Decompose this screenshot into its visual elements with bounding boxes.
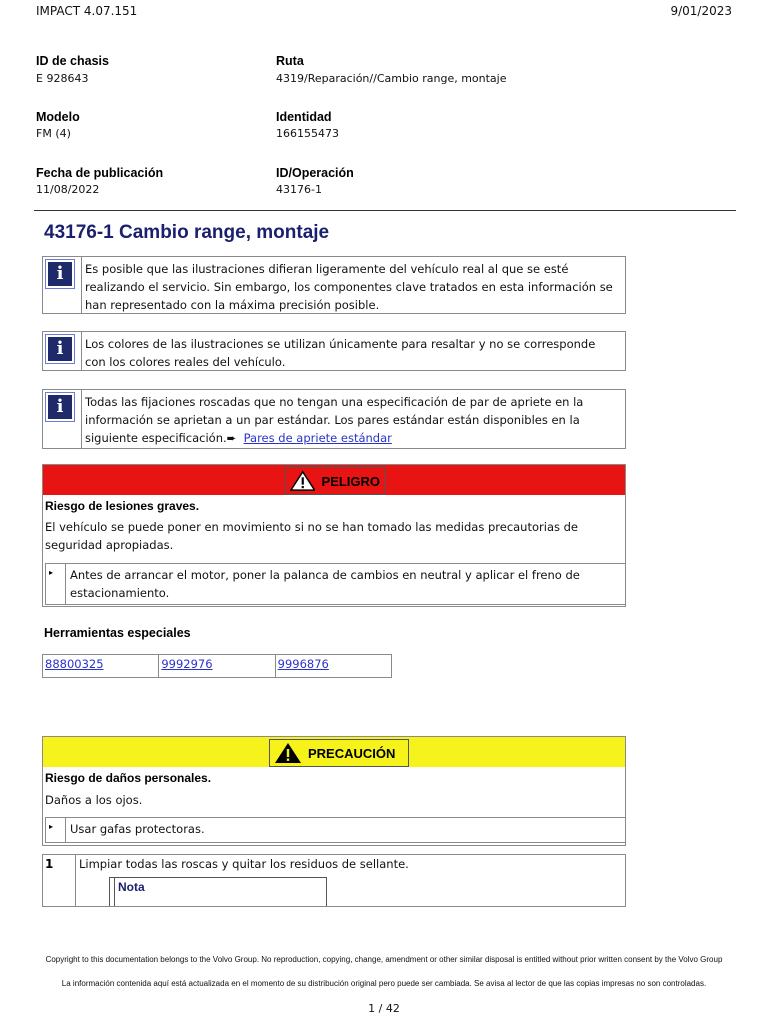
caution-heading: Riesgo de daños personales. [45,771,212,785]
app-version: IMPACT 4.07.151 [36,4,138,18]
note-label: Nota [118,880,145,894]
route-label: Ruta [276,54,304,68]
step-number: 1 [45,857,54,871]
caution-box [42,736,626,846]
info-text: Los colores de las ilustraciones se utilizan únicamente para resaltar y no se corresponde con los colores reales del vehículo. [85,337,596,369]
pubdate-label: Fecha de publicación [36,166,164,180]
header-divider [34,210,736,211]
special-tools-table [42,654,392,678]
warning-triangle-icon [274,742,302,764]
disclaimer-notice: La información contenida aquí está actualizada en el momento de su distribución original pero puede ser cambiada. Se avisa al lector de que las copias impresas no son controladas. [61,979,707,988]
route-value: 4319/Reparación//Cambio range, montaje [276,72,507,85]
info-icon: i [45,334,75,364]
step-text: Limpiar todas las roscas y quitar los residuos de sellante. [79,857,409,871]
step-1 [42,854,626,907]
info-text: Todas las fijaciones roscadas que no tengan una especificación de par de apriete en la información se aprietan a un par estándar. Los pares estándar están disponibles en la siguiente especificación. [85,395,584,445]
info-icon: i [45,259,75,289]
operation-value: 43176-1 [276,183,322,196]
tool-link-9992976[interactable]: 9992976 [161,657,213,671]
danger-label: PELIGRO [321,473,380,489]
caution-bar [43,737,625,767]
danger-body: El vehículo se puede poner en movimiento si no se han tomado las medidas precautorias de seguridad apropiadas. [45,520,579,552]
identity-value: 166155473 [276,127,339,140]
danger-box [42,464,626,607]
danger-bar [43,465,625,495]
caution-badge [269,739,409,767]
info-text: Es posible que las ilustraciones difieran ligeramente del vehículo real al que se esté realizando el servicio. Sin embargo, los componentes clave tratados en esta información se han representado con la máxima precisión posible. [85,262,613,312]
pubdate-value: 11/08/2022 [36,183,100,196]
info-note-2 [42,331,626,371]
special-tools-title: Herramientas especiales [44,626,191,640]
arrow-right-icon: ➨ [226,431,237,445]
print-date: 9/01/2023 [670,4,732,18]
chassis-value: E 928643 [36,72,89,85]
warning-triangle-icon [290,470,315,492]
copyright-notice: Copyright to this documentation belongs to the Volvo Group. No reproduction, copying, change, amendment or other similar disposal is entitled without prior written consent by the Volvo Group [45,955,723,964]
bullet-icon: ▸ [46,564,66,604]
note-box [109,877,327,907]
danger-badge [285,467,385,495]
model-label: Modelo [36,110,80,124]
info-note-3 [42,389,626,449]
caution-bullet-row [45,817,626,843]
torque-spec-link[interactable]: Pares de apriete estándar [243,431,392,445]
identity-label: Identidad [276,110,332,124]
caution-body: Daños a los ojos. [45,793,143,807]
info-icon: i [45,392,75,422]
danger-bullet-row [45,563,626,605]
danger-heading: Riesgo de lesiones graves. [45,499,200,513]
danger-bullet-text: Antes de arrancar el motor, poner la palanca de cambios en neutral y aplicar el freno de estacionamiento. [70,568,580,600]
page-title: 43176-1 Cambio range, montaje [44,222,330,243]
tool-link-9996876[interactable]: 9996876 [277,657,329,671]
page-number: 1 / 42 [368,1002,400,1015]
caution-bullet-text: Usar gafas protectoras. [70,822,205,836]
page-cut-line [42,906,626,908]
caution-label: PRECAUCIÓN [308,745,396,761]
chassis-label: ID de chasis [36,54,109,68]
info-note-1 [42,256,626,314]
operation-label: ID/Operación [276,166,354,180]
tool-link-88800325[interactable]: 88800325 [45,657,104,671]
model-value: FM (4) [36,127,71,140]
bullet-icon: ▸ [46,818,66,842]
